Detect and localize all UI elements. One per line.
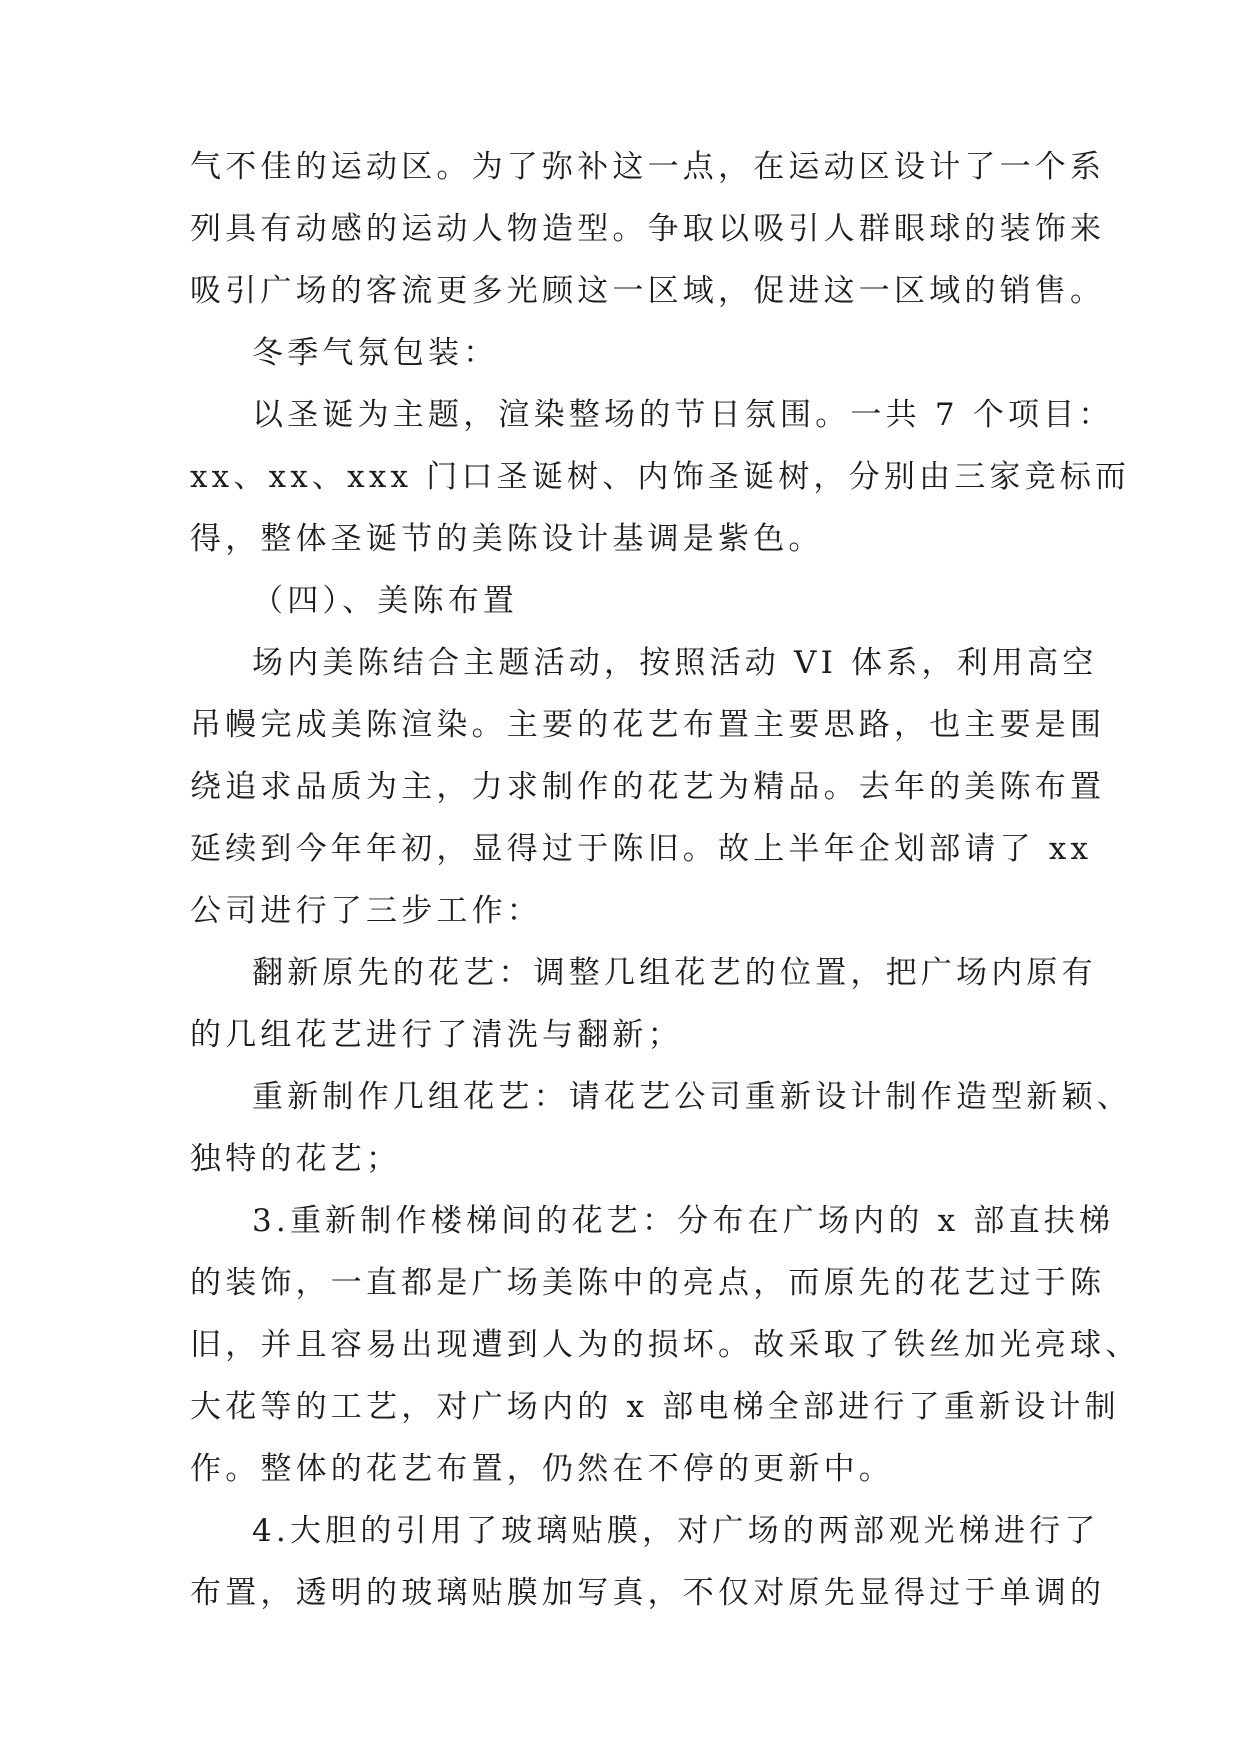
- section-heading-winter-decor: 冬季气氛包装：: [252, 335, 499, 371]
- paragraph-line-9: 场内美陈结合主题活动，按照活动 VI 体系，利用高空: [252, 645, 1098, 681]
- paragraph-line-2: 列具有动感的运动人物造型。争取以吸引人群眼球的装饰来: [190, 211, 1106, 247]
- paragraph-line-11: 绕追求品质为主，力求制作的花艺为精品。去年的美陈布置: [190, 769, 1106, 805]
- paragraph-line-6: xx、xx、xxx 门口圣诞树、内饰圣诞树，分别由三家竞标而: [190, 459, 1131, 495]
- paragraph-line-1: 气不佳的运动区。为了弥补这一点，在运动区设计了一个系: [190, 149, 1106, 185]
- paragraph-line-24: 布置，透明的玻璃贴膜加写真，不仅对原先显得过于单调的: [190, 1575, 1106, 1611]
- paragraph-line-22: 作。整体的花艺布置，仍然在不停的更新中。: [190, 1451, 894, 1487]
- paragraph-line-13: 公司进行了三步工作：: [190, 893, 542, 929]
- paragraph-line-12: 延续到今年年初，显得过于陈旧。故上半年企划部请了 xx: [190, 831, 1093, 867]
- paragraph-line-7: 得，整体圣诞节的美陈设计基调是紫色。: [190, 521, 824, 557]
- paragraph-line-23: 4.大胆的引用了玻璃贴膜，对广场的两部观光梯进行了: [252, 1513, 1100, 1549]
- paragraph-line-10: 吊幔完成美陈渲染。主要的花艺布置主要思路，也主要是围: [190, 707, 1106, 743]
- paragraph-line-17: 独特的花艺；: [190, 1141, 402, 1177]
- section-heading-decor-layout: （四）、美陈布置: [252, 583, 519, 619]
- paragraph-line-15: 的几组花艺进行了清洗与翻新；: [190, 1017, 683, 1053]
- paragraph-line-14: 翻新原先的花艺：调整几组花艺的位置，把广场内原有: [252, 955, 1097, 991]
- paragraph-line-20: 旧，并且容易出现遭到人为的损坏。故采取了铁丝加光亮球、: [190, 1327, 1141, 1363]
- paragraph-line-18: 3.重新制作楼梯间的花艺：分布在广场内的 x 部直扶梯: [252, 1203, 1115, 1239]
- paragraph-line-5: 以圣诞为主题，渲染整场的节日氛围。一共 7 个项目：: [252, 397, 1114, 433]
- paragraph-line-3: 吸引广场的客流更多光顾这一区域，促进这一区域的销售。: [190, 273, 1106, 309]
- paragraph-line-16: 重新制作几组花艺：请花艺公司重新设计制作造型新颖、: [252, 1079, 1132, 1115]
- paragraph-line-21: 大花等的工艺，对广场内的 x 部电梯全部进行了重新设计制: [190, 1389, 1120, 1425]
- paragraph-line-19: 的装饰，一直都是广场美陈中的亮点，而原先的花艺过于陈: [190, 1265, 1106, 1301]
